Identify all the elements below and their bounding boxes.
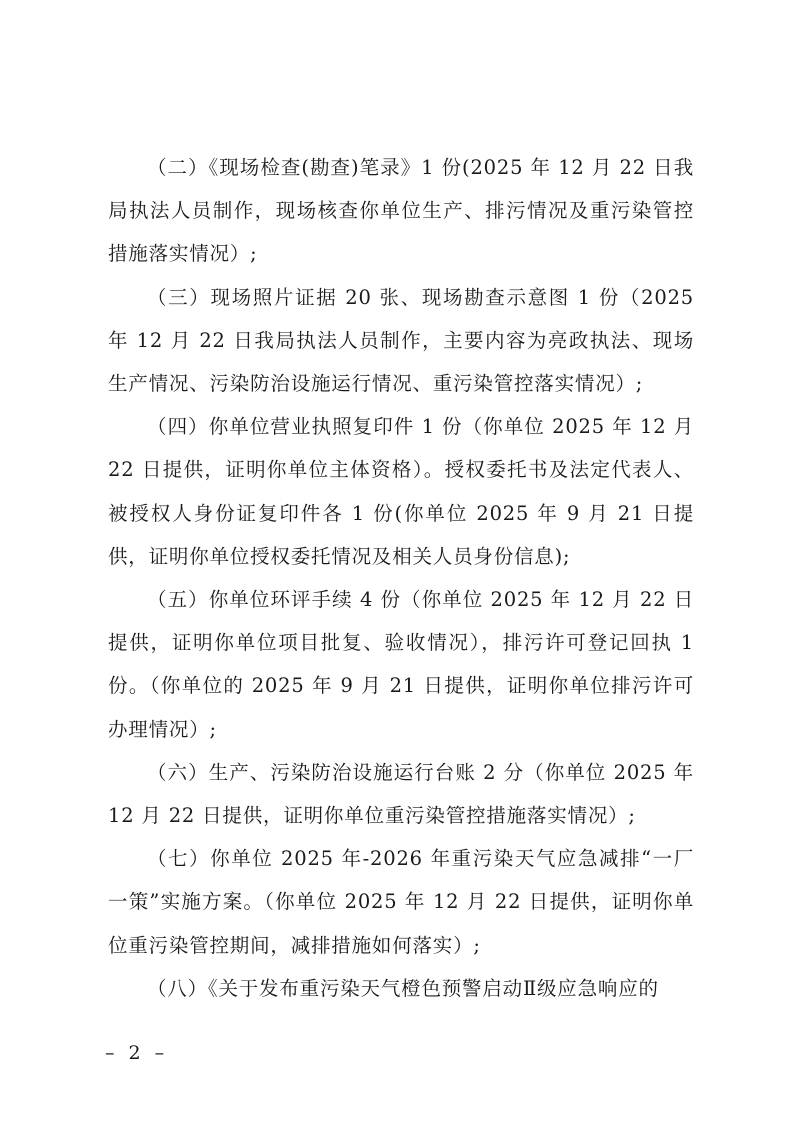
paragraph-evidence-7: （七）你单位 2025 年-2026 年重污染天气应急减排“一厂一策”实施方案。（你单位 2025 年 12 月 22 日提供，证明你单位重污染管控期间，减排措施如何落实）; (108, 847, 694, 957)
paragraph-evidence-4: （四）你单位营业执照复印件 1 份（你单位 2025 年 12 月 22 日提供，证明你单位主体资格）。授权委托书及法定代表人、被授权人身份证复印件各 1 份(你单位 2025 年 9 月 21 日提供，证明你单位授权委托情况及相关人员身份信息); (108, 415, 694, 568)
paragraph-evidence-5: （五）你单位环评手续 4 份（你单位 2025 年 12 月 22 日提供，证明你单位项目批复、验收情况），排污许可登记回执 1 份。（你单位的 2025 年 9 月 21 日提供，证明你单位排污许可办理情况）; (108, 588, 694, 741)
paragraph-evidence-2: （二）《现场检查(勘查)笔录》1 份(2025 年 12 月 22 日我局执法人员制作，现场核查你单位生产、排污情况及重污染管控措施落实情况）; (108, 156, 694, 266)
document-body (108, 146, 694, 1010)
page-number: – 2 – (105, 1042, 169, 1064)
paragraph-evidence-6: （六）生产、污染防治设施运行台账 2 分（你单位 2025 年 12 月 22 日提供，证明你单位重污染管控措施落实情况）; (108, 760, 694, 828)
paragraph-evidence-3: （三）现场照片证据 20 张、现场勘查示意图 1 份（2025 年 12 月 22 日我局执法人员制作，主要内容为亮政执法、现场生产情况、污染防治设施运行情况、重污染管控落实情况）; (108, 285, 694, 396)
paragraph-evidence-8: （八）《关于发布重污染天气橙色预警启动Ⅱ级应急响应的 (147, 976, 659, 1000)
